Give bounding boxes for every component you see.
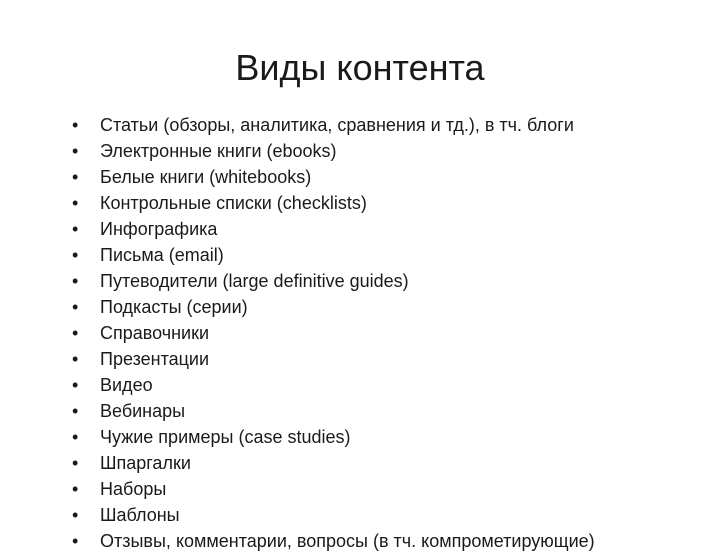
list-item-text: Видео — [100, 375, 153, 395]
list-item-text: Отзывы, комментарии, вопросы (в тч. компрометирующие) — [100, 531, 595, 551]
list-item — [72, 320, 712, 346]
list-item-text: Наборы — [100, 479, 167, 499]
list-item-text: Электронные книги (ebooks) — [100, 141, 337, 161]
list-item-text: Путеводители (large definitive guides) — [100, 271, 409, 291]
bullet-icon: • — [72, 531, 79, 551]
list-item-text: Шпаргалки — [100, 453, 191, 473]
bullet-icon: • — [72, 115, 79, 135]
list-item — [72, 190, 712, 216]
bullet-icon: • — [72, 141, 79, 161]
list-item-text: Шаблоны — [100, 505, 180, 525]
list-item — [72, 294, 712, 320]
bullet-icon: • — [72, 323, 79, 343]
content-types-list — [72, 112, 712, 554]
slide-title: Виды контента — [235, 47, 485, 88]
list-item-text: Презентации — [100, 349, 210, 369]
bullet-icon: • — [72, 375, 79, 395]
list-item — [72, 476, 712, 502]
bullet-icon: • — [72, 479, 79, 499]
list-item-text: Инфографика — [100, 219, 218, 239]
list-item-text: Чужие примеры (case studies) — [100, 427, 351, 447]
list-item — [72, 372, 712, 398]
list-item-text: Контрольные списки (checklists) — [100, 193, 367, 213]
list-item-text: Белые книги (whitebooks) — [100, 167, 312, 187]
list-item — [72, 424, 712, 450]
list-item-text: Вебинары — [100, 401, 186, 421]
list-item — [72, 242, 712, 268]
list-item-text: Письма (email) — [100, 245, 224, 265]
bullet-icon: • — [72, 219, 79, 239]
bullet-icon: • — [72, 401, 79, 421]
list-item — [72, 346, 712, 372]
list-item — [72, 138, 712, 164]
list-item-text: Статьи (обзоры, аналитика, сравнения и тд.), в тч. блоги — [100, 115, 574, 135]
list-item — [72, 112, 712, 138]
list-item — [72, 502, 712, 528]
bullet-icon: • — [72, 427, 79, 447]
bullet-icon: • — [72, 453, 79, 473]
list-item — [72, 164, 712, 190]
list-item — [72, 528, 712, 554]
bullet-icon: • — [72, 245, 79, 265]
list-item-text: Подкасты (серии) — [100, 297, 248, 317]
bullet-icon: • — [72, 271, 79, 291]
list-item — [72, 216, 712, 242]
bullet-icon: • — [72, 505, 79, 525]
list-item — [72, 268, 712, 294]
bullet-icon: • — [72, 167, 79, 187]
bullet-icon: • — [72, 349, 79, 369]
list-item-text: Справочники — [100, 323, 210, 343]
list-item — [72, 450, 712, 476]
bullet-icon: • — [72, 297, 79, 317]
list-item — [72, 398, 712, 424]
bullet-icon: • — [72, 193, 79, 213]
